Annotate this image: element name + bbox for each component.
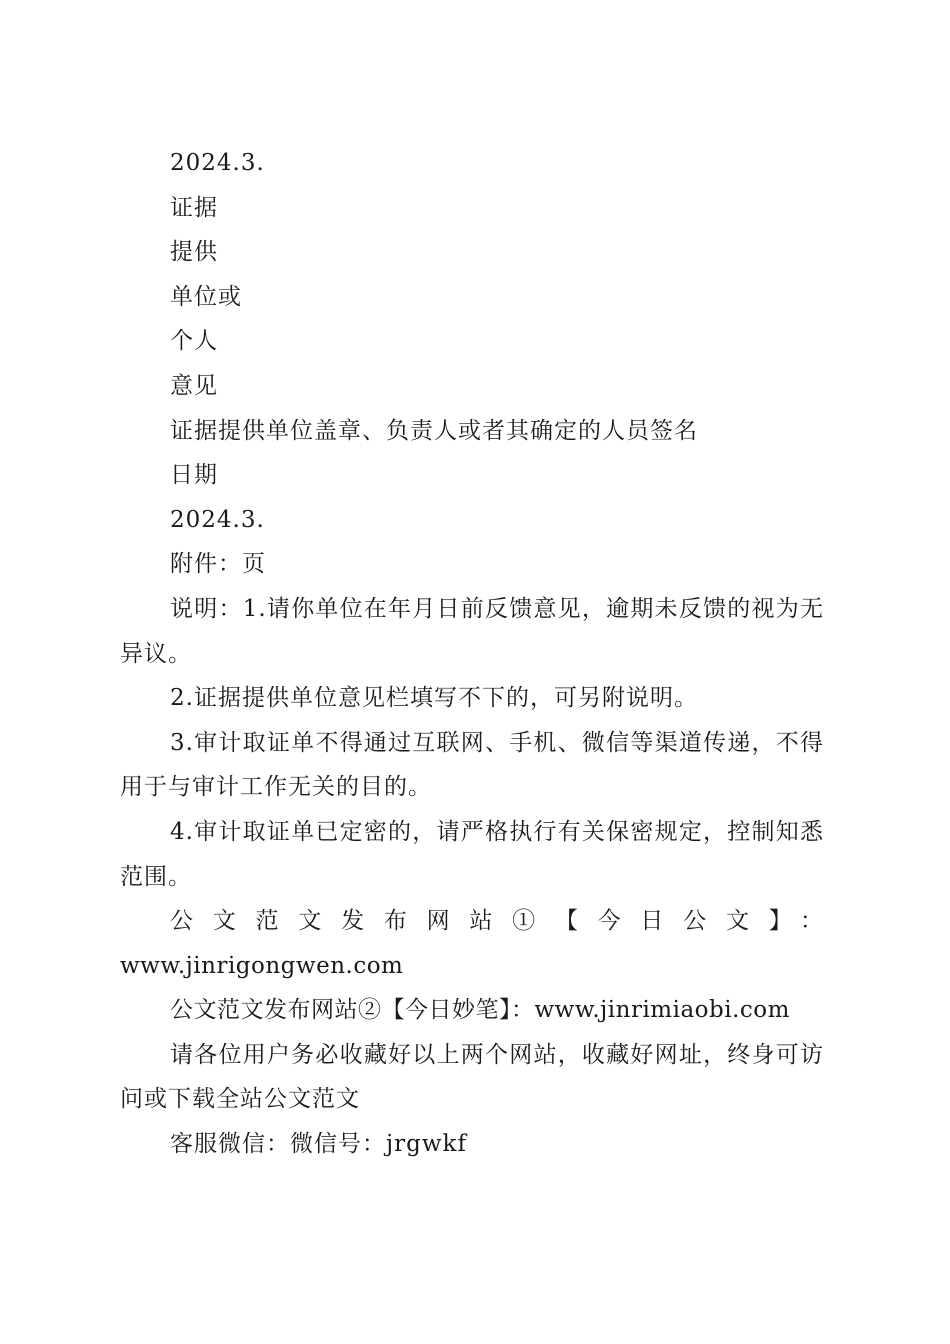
date-top: 2024.3. — [170, 150, 265, 176]
label-unit-or: 单位或 — [170, 283, 242, 310]
note-3: 3.审计取证单不得通过互联网、手机、微信等渠道传递，不得用于与审计工作无关的目的。 — [120, 729, 824, 801]
attachment-line: 附件：页 — [170, 551, 266, 578]
note-2: 2.证据提供单位意见栏填写不下的，可另附说明。 — [170, 685, 698, 712]
reminder-text: 请各位用户务必收藏好以上两个网站，收藏好网址，终身可访问或下载全站公文范文 — [120, 1041, 824, 1113]
date-label: 日期 — [170, 462, 218, 489]
site1-url[interactable]: www.jinrigongwen.com — [120, 952, 404, 979]
label-evidence: 证据 — [170, 194, 218, 221]
note-4: 4.审计取证单已定密的，请严格执行有关保密规定，控制知悉范围。 — [120, 818, 824, 890]
date-bottom: 2024.3. — [170, 506, 265, 533]
document-body — [120, 141, 824, 1167]
site1-label: 公文范文发布网站①【今日公文】： — [170, 908, 824, 935]
service-wechat: 客服微信：微信号：jrgwkf — [170, 1131, 467, 1158]
label-provide: 提供 — [170, 239, 218, 266]
label-opinion: 意见 — [170, 372, 218, 399]
site2-line: 公文范文发布网站②【今日妙笔】：www.jinrimiaobi.com — [170, 997, 790, 1024]
label-individual: 个人 — [170, 328, 218, 355]
note-1: 说明：1.请你单位在年月日前反馈意见，逾期未反馈的视为无异议。 — [120, 595, 824, 667]
signature-note: 证据提供单位盖章、负责人或者其确定的人员签名 — [170, 417, 698, 444]
